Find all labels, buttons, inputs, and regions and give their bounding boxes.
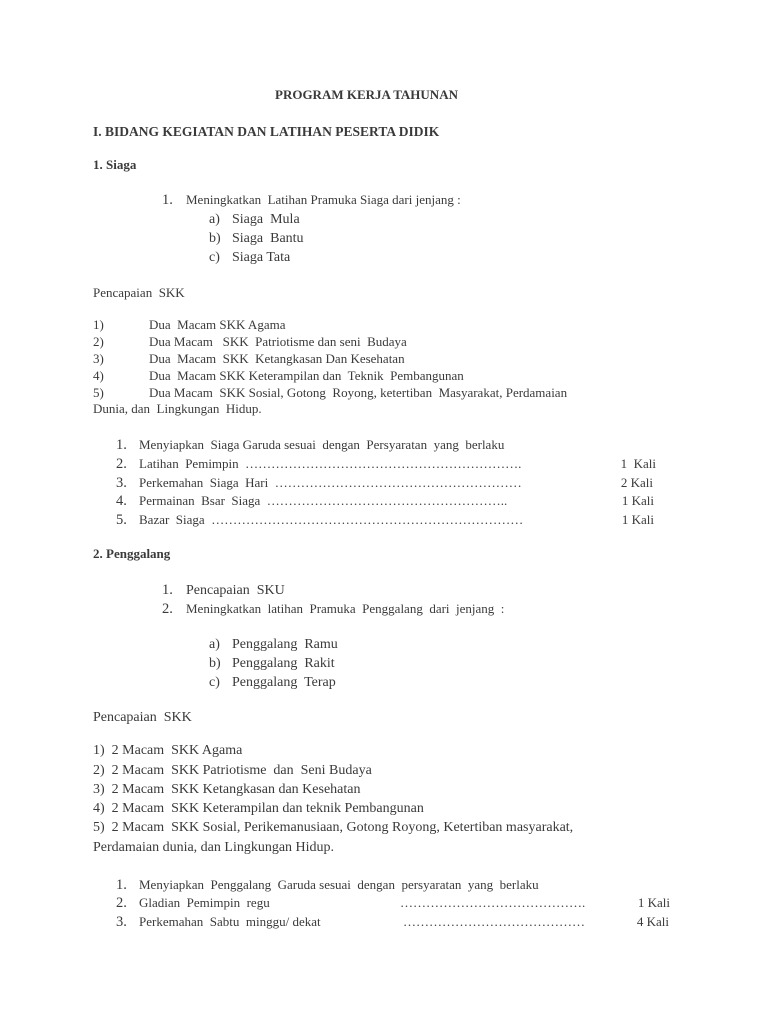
siaga-heading: 1. Siaga (93, 157, 137, 172)
penggalang-activity-text: Perkemahan Sabtu minggu/ dekat (139, 914, 321, 929)
siaga-skk-number: 4) (93, 368, 104, 383)
siaga-level-label: b) (209, 231, 221, 246)
penggalang-level-text: Penggalang Ramu (232, 637, 338, 652)
penggalang-activity-number: 1. (116, 877, 127, 893)
siaga-activity-frequency: 1 Kali (621, 493, 654, 508)
penggalang-item-text: Pencapaian SKU (186, 583, 285, 598)
siaga-item-text: Meningkatkan Latihan Pramuka Siaga dari jenjang : (186, 192, 461, 207)
siaga-skk-text: Dua Macam SKK Agama (149, 317, 286, 332)
penggalang-level-text: Penggalang Rakit (232, 656, 335, 671)
penggalang-activity-leader: …………………………………… (403, 914, 585, 929)
penggalang-level-label: b) (209, 656, 221, 671)
penggalang-item-number: 1. (162, 582, 173, 598)
siaga-activity-frequency: 1 Kali (621, 512, 654, 527)
siaga-level-label: c) (209, 250, 220, 265)
siaga-activity-text: Perkemahan Siaga Hari ………………………………………………… (139, 475, 522, 490)
siaga-skk-text: Dua Macam SKK Keterampilan dan Teknik Pembangunan (149, 368, 464, 383)
siaga-skk-text: Dua Macam SKK Patriotisme dan seni Budaya (149, 334, 407, 349)
penggalang-skk-heading: Pencapaian SKK (93, 710, 192, 725)
siaga-skk-continuation: Dunia, dan Lingkungan Hidup. (93, 401, 262, 416)
penggalang-skk-item: 4) 2 Macam SKK Keterampilan dan teknik Pembangunan (93, 801, 424, 816)
siaga-level-text: Siaga Tata (232, 250, 291, 265)
penggalang-activity-number: 2. (116, 895, 127, 911)
section-heading: I. BIDANG KEGIATAN DAN LATIHAN PESERTA DIDIK (93, 124, 440, 139)
penggalang-skk-item: 2) 2 Macam SKK Patriotisme dan Seni Budaya (93, 763, 372, 778)
siaga-level-text: Siaga Mula (232, 212, 300, 227)
penggalang-level-label: c) (209, 675, 220, 690)
penggalang-heading: 2. Penggalang (93, 546, 171, 561)
penggalang-activity-text: Gladian Pemimpin regu (139, 895, 270, 910)
siaga-activity-number: 5. (116, 512, 127, 528)
siaga-skk-number: 5) (93, 385, 104, 400)
siaga-level-label: a) (209, 212, 220, 227)
penggalang-skk-item: 5) 2 Macam SKK Sosial, Perikemanusiaan, Gotong Royong, Ketertiban masyarakat, (93, 820, 574, 835)
penggalang-activity-frequency: 4 Kali (636, 914, 669, 929)
siaga-item-number: 1. (162, 192, 173, 208)
siaga-skk-heading: Pencapaian SKK (93, 285, 185, 300)
siaga-skk-text: Dua Macam SKK Sosial, Gotong Royong, ketertiban Masyarakat, Perdamaian (149, 385, 568, 400)
siaga-activity-number: 3. (116, 475, 127, 491)
siaga-activity-frequency: 2 Kali (620, 475, 653, 490)
siaga-level-text: Siaga Bantu (232, 231, 304, 246)
siaga-skk-text: Dua Macam SKK Ketangkasan Dan Kesehatan (149, 351, 405, 366)
document-title: PROGRAM KERJA TAHUNAN (275, 87, 458, 102)
siaga-activity-text: Permainan Bsar Siaga ……………………………………………….. (139, 493, 508, 508)
siaga-activity-text: Bazar Siaga ……………………………………………………………… (139, 512, 524, 527)
penggalang-level-text: Penggalang Terap (232, 675, 336, 690)
siaga-activity-text: Latihan Pemimpin ………………………………………………………. (139, 456, 522, 471)
siaga-skk-number: 3) (93, 351, 104, 366)
penggalang-level-label: a) (209, 637, 220, 652)
penggalang-skk-item: 1) 2 Macam SKK Agama (93, 743, 243, 758)
siaga-skk-number: 1) (93, 317, 104, 332)
penggalang-skk-continuation: Perdamaian dunia, dan Lingkungan Hidup. (93, 840, 335, 855)
penggalang-item-text: Meningkatkan latihan Pramuka Penggalang dari jenjang : (186, 601, 505, 616)
penggalang-activity-frequency: 1 Kali (637, 895, 670, 910)
siaga-activity-number: 4. (116, 493, 127, 509)
penggalang-activity-leader: ……………………………………. (400, 895, 586, 910)
siaga-activity-frequency: 1 Kali (620, 456, 656, 471)
penggalang-item-number: 2. (162, 601, 173, 617)
siaga-activity-number: 1. (116, 437, 127, 453)
siaga-skk-number: 2) (93, 334, 104, 349)
siaga-activity-number: 2. (116, 456, 127, 472)
penggalang-activity-text: Menyiapkan Penggalang Garuda sesuai dengan persyaratan yang berlaku (139, 877, 539, 892)
penggalang-skk-item: 3) 2 Macam SKK Ketangkasan dan Kesehatan (93, 782, 361, 797)
penggalang-activity-number: 3. (116, 914, 127, 930)
siaga-activity-text: Menyiapkan Siaga Garuda sesuai dengan Persyaratan yang berlaku (139, 437, 505, 452)
